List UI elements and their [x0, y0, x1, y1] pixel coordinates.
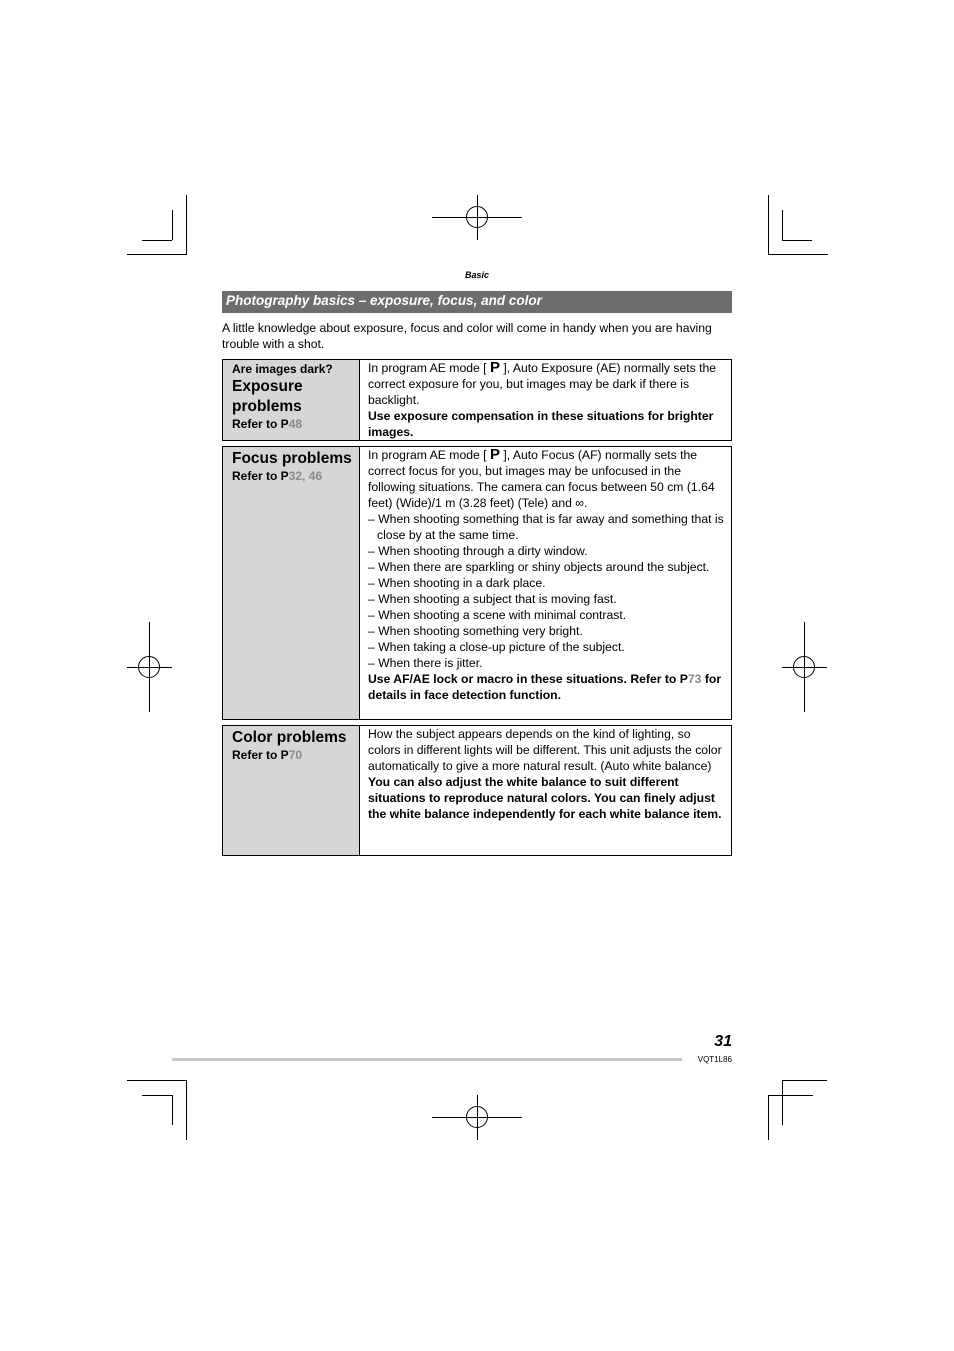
description-text: In program AE mode [ P ], Auto Exposure (AE) normally sets the correct exposure for you, but images may be dark if there is backlight.	[368, 359, 717, 407]
list-item: – When there is jitter.	[368, 656, 483, 670]
program-mode-icon: P	[489, 359, 500, 376]
question-text: Are images dark?	[232, 362, 333, 376]
list-item: – When shooting through a dirty window.	[368, 544, 588, 558]
list-item: – When taking a close-up picture of the subject.	[368, 640, 625, 654]
description-text: How the subject appears depends on the kind of lighting, so colors in different lights will be different. This unit adjusts the color automatically to give a more natural result. (Auto white balance)	[368, 727, 722, 773]
list-item: – When shooting a scene with minimal contrast.	[368, 608, 627, 622]
model-code: VQT1L86	[697, 1055, 732, 1064]
category-title: Focus problems	[232, 450, 352, 467]
color-description	[360, 726, 731, 855]
program-mode-icon: P	[489, 446, 500, 463]
exposure-label-cell	[223, 360, 360, 440]
intro-paragraph: A little knowledge about exposure, focus and color will come in handy when you are having trouble with a shot.	[222, 321, 712, 351]
focus-description	[360, 447, 731, 719]
list-item: – When there are sparkling or shiny objects around the subject.	[368, 560, 710, 574]
page-reference: Refer to P70	[232, 748, 303, 762]
situation-list	[368, 511, 725, 671]
page-reference: Refer to P48	[232, 417, 303, 431]
section-label: Basic	[464, 270, 490, 280]
list-item: – When shooting something that is far away and something that is close by at the same time.	[368, 512, 724, 542]
page-title: Photography basics – exposure, focus, and color	[222, 291, 732, 313]
category-title: Color problems	[232, 729, 347, 746]
footer-divider	[172, 1058, 682, 1061]
category-title: Exposure problems	[232, 378, 303, 415]
color-row	[222, 725, 732, 856]
list-item: – When shooting in a dark place.	[368, 576, 546, 590]
focus-label-cell	[223, 447, 360, 719]
tip-text: Use exposure compensation in these situations for brighter images.	[368, 409, 714, 439]
description-text: In program AE mode [ P ], Auto Focus (AF) normally sets the correct focus for you, but images may be unfocused in the following situations. The camera can focus between 50 cm (1.64 feet) (Wide)/1 m (3.28 feet) (Tele) and ∞.	[368, 446, 715, 510]
list-item: – When shooting something very bright.	[368, 624, 583, 638]
page-number: 31	[714, 1033, 732, 1050]
tip-text: You can also adjust the white balance to suit different situations to reproduce natural colors. You can finely adjust the white balance independently for each white balance item.	[368, 775, 722, 821]
focus-row	[222, 446, 732, 720]
exposure-row	[222, 359, 732, 441]
page-reference: Refer to P32, 46	[232, 469, 323, 483]
list-item: – When shooting a subject that is moving fast.	[368, 592, 617, 606]
exposure-description	[360, 360, 731, 440]
tip-text: Use AF/AE lock or macro in these situations. Refer to P73 for details in face detection function.	[368, 672, 722, 702]
color-label-cell	[223, 726, 360, 855]
